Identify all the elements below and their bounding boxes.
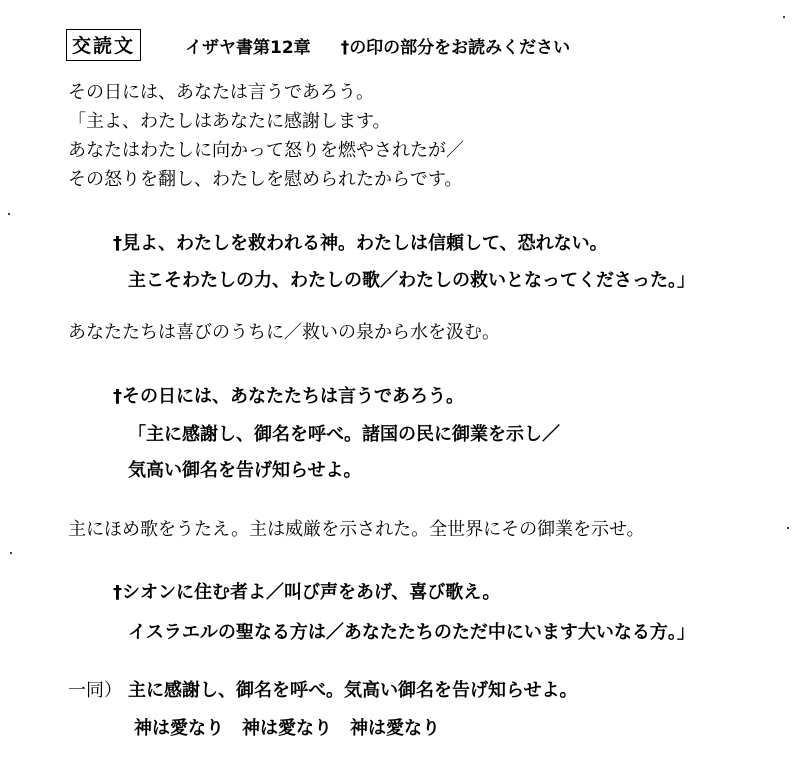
congregation-line: 「主に感謝し、御名を呼べ。諸国の民に御業を示し／	[128, 424, 560, 445]
book-chapter-title: イザヤ書第12章	[185, 37, 311, 58]
congregation-line: †その日には、あなたたちは言うであろう。	[113, 386, 464, 407]
scan-speck	[8, 213, 10, 215]
leader-line: その怒りを翻し、わたしを慰められたからです。	[68, 169, 463, 190]
reading-header	[66, 30, 570, 60]
responsive-reading-badge: 交読文	[66, 29, 141, 61]
leader-line: 「主よ、わたしはあなたに感謝します。	[68, 111, 391, 132]
unison-label: 一同）	[68, 680, 122, 701]
leader-line: あなたたちは喜びのうちに／救いの泉から水を汲む。	[68, 322, 500, 343]
reading-instruction: †の印の部分をお読みください	[340, 37, 571, 58]
scan-speck	[783, 16, 785, 18]
leader-line: 主にほめ歌をうたえ。主は威厳を示された。全世界にその御業を示せ。	[68, 519, 645, 540]
congregation-line: 気高い御名を告げ知らせよ。	[128, 460, 362, 481]
congregation-line: †見よ、わたしを救われる神。わたしは信頼して、恐れない。	[113, 233, 608, 254]
unison-line: 主に感謝し、御名を呼べ。気高い御名を告げ知らせよ。	[128, 680, 578, 701]
congregation-line: †シオンに住む者よ／叫び声をあげ、喜び歌え。	[113, 582, 501, 603]
unison-line: 神は愛なり 神は愛なり 神は愛なり	[134, 718, 440, 739]
scan-speck	[10, 552, 12, 554]
congregation-line: 主こそわたしの力、わたしの歌／わたしの救いとなってくださった。」	[128, 270, 695, 291]
leader-line: あなたはわたしに向かって怒りを燃やされたが／	[68, 140, 464, 161]
congregation-line: イスラエルの聖なる方は／あなたたちのただ中にいます大いなる方。」	[128, 622, 695, 643]
scan-speck	[787, 527, 789, 529]
leader-line: その日には、あなたは言うであろう。	[68, 82, 374, 103]
